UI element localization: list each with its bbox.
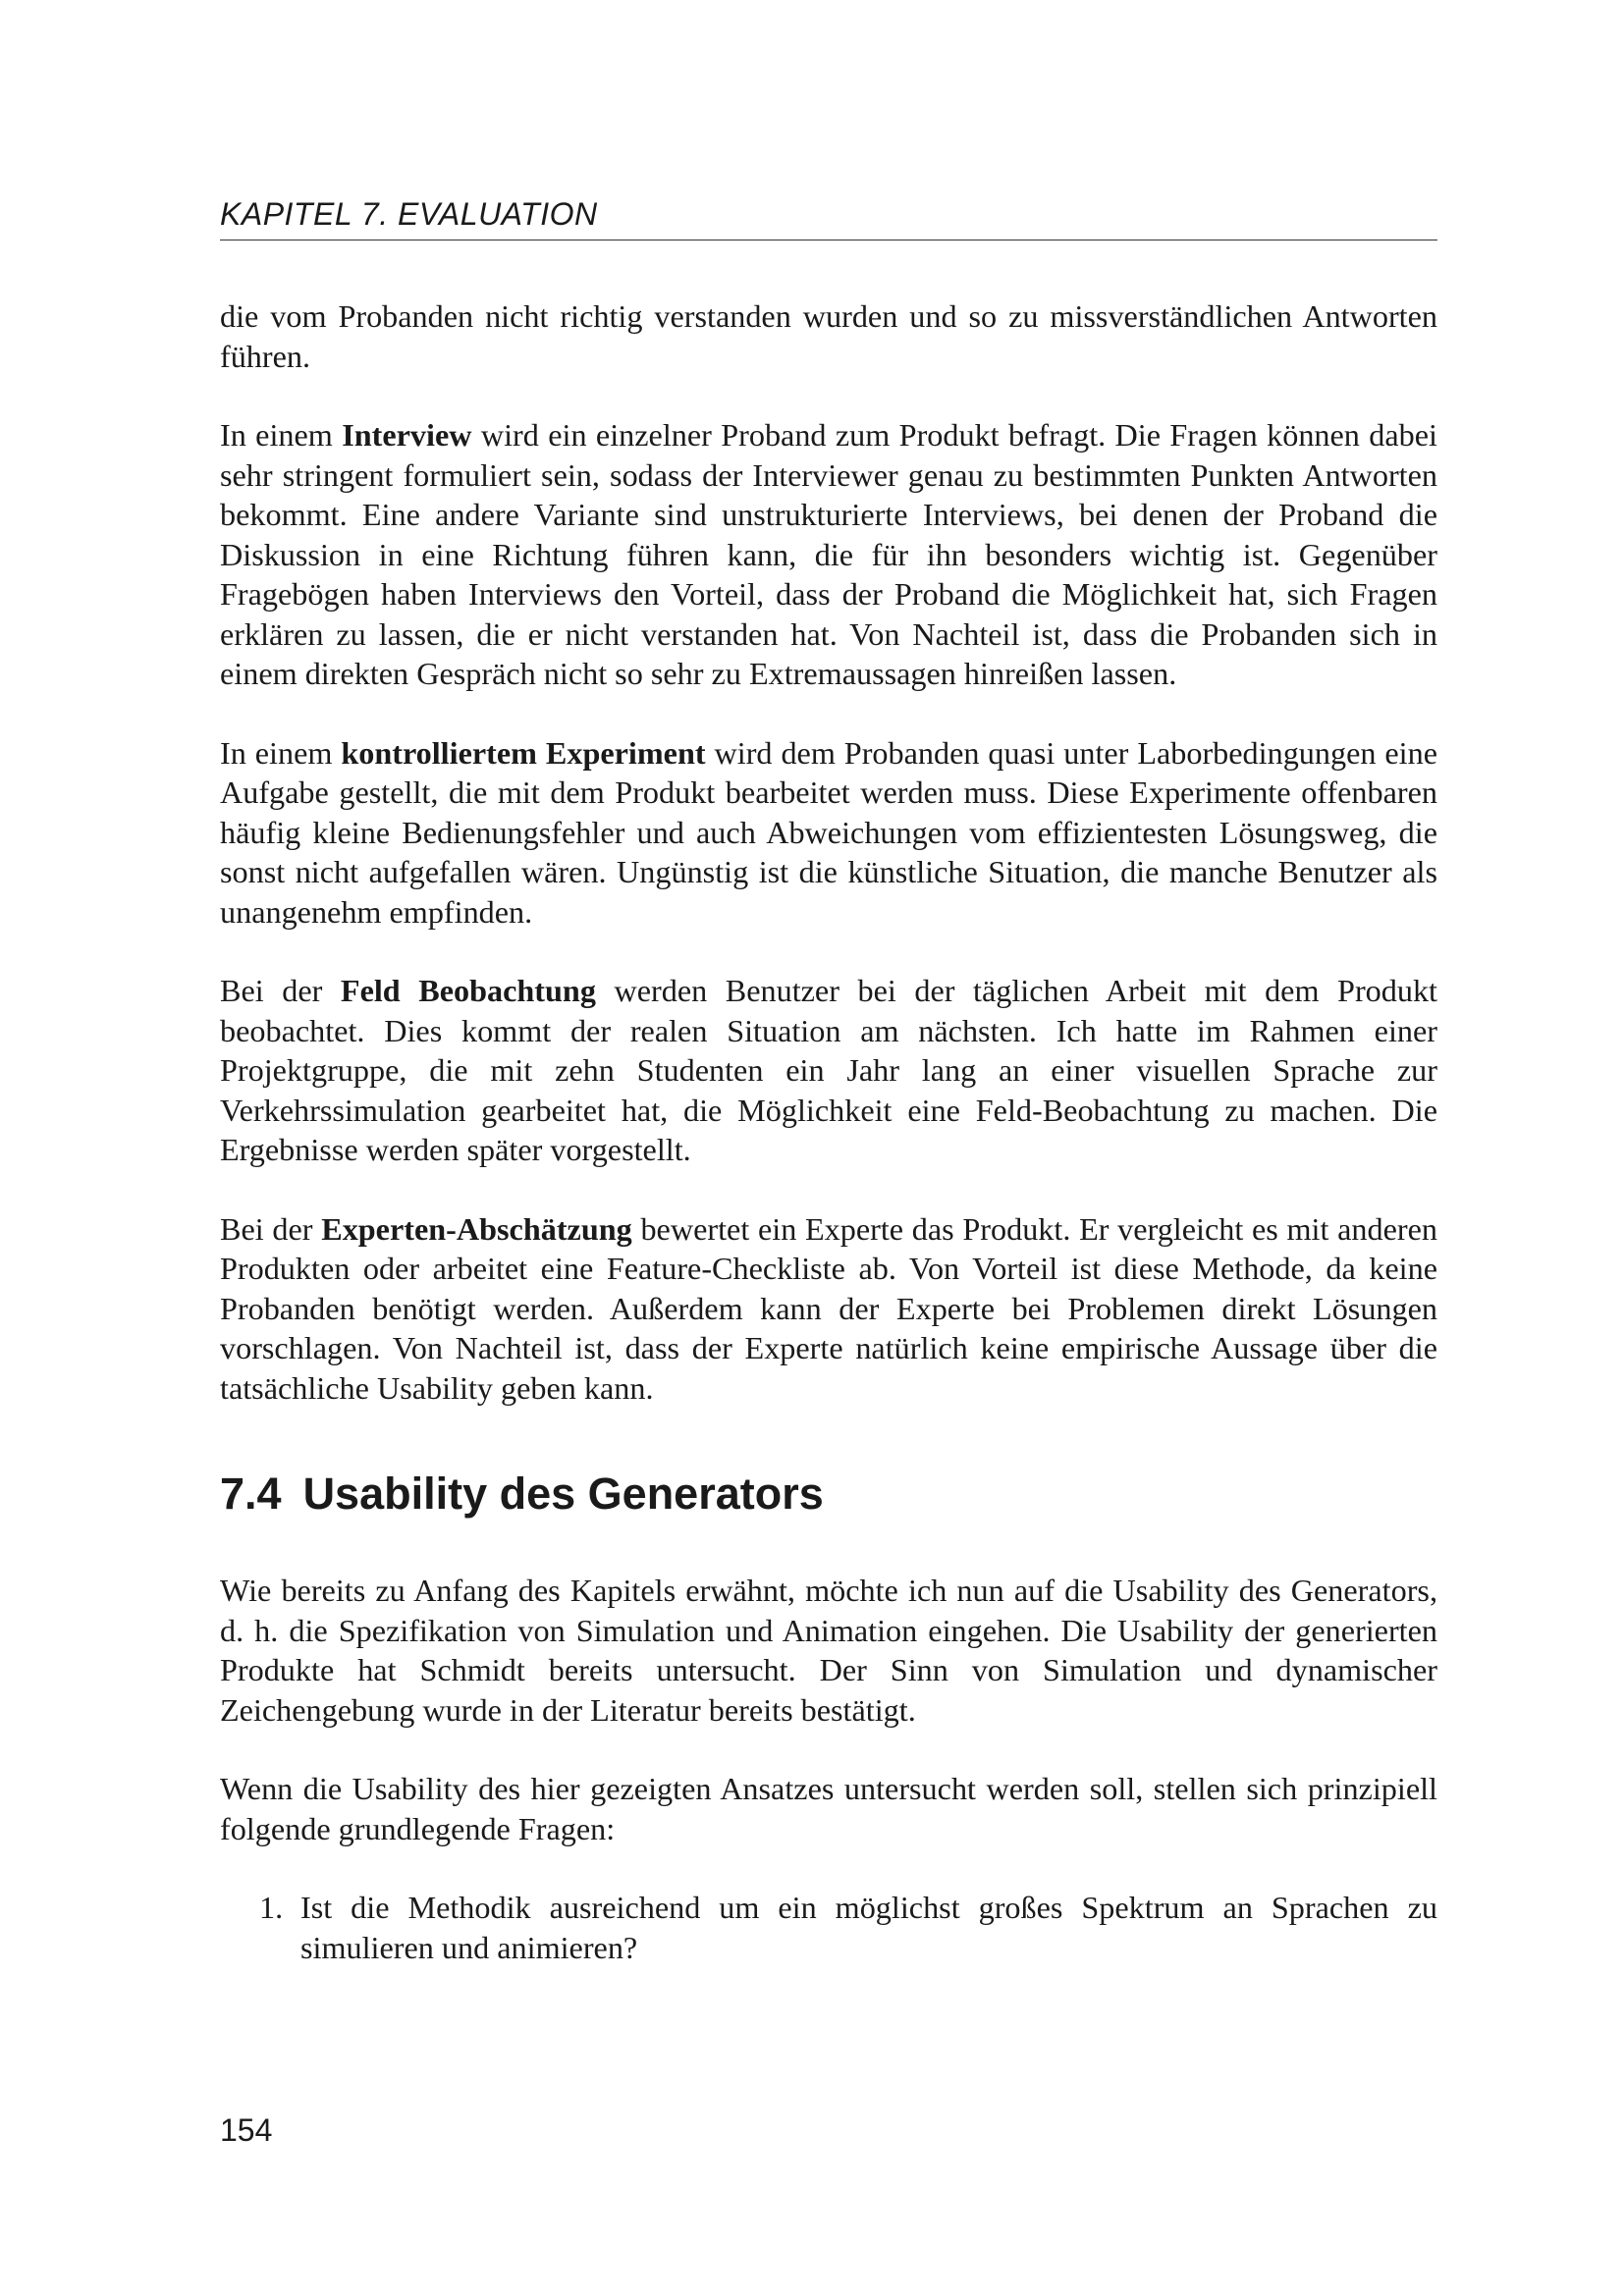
list-item-text: Ist die Methodik ausreichend um ein möglichst großes Spektrum an Sprachen zu simulieren und animieren?: [300, 1890, 1437, 1965]
paragraph-rest: wird dem Probanden quasi unter Laborbedingungen eine Aufgabe gestellt, die mit dem Produkt bearbeitet werden muss. Diese Experimente offenbaren häufig kleine Bedienungsfehler und auch Abweichungen vom effizientesten Lösungsweg, die sonst nicht aufgefallen wären. Ungünstig ist die künstliche Situation, die manche Benutzer als unangenehm empfinden.: [220, 734, 1437, 930]
section-heading: [220, 1467, 1437, 1522]
paragraph-lead: Bei der: [220, 1210, 322, 1247]
paragraph-lead: In einem: [220, 734, 342, 771]
paragraph-interview: [220, 415, 1437, 694]
paragraph-lead: In einem: [220, 417, 343, 453]
list-marker: 1.: [259, 1890, 284, 1925]
term-interview: Interview: [342, 417, 472, 453]
term-experiment: kontrolliertem Experiment: [341, 734, 706, 771]
paragraph-section-intro: Wie bereits zu Anfang des Kapitels erwähnt, möchte ich nun auf die Usability des Generators, d. h. die Spezifikation von Simulation und Animation eingehen. Die Usability der generierten Produkte hat Schmidt bereits untersucht. Der Sinn von Simulation und dynamischer Zeichengebung wurde in der Literatur bereits bestätigt.: [220, 1573, 1437, 1728]
term-field-observation: Feld Beobachtung: [340, 973, 596, 1008]
question-list: [220, 1888, 1437, 1967]
paragraph-lead: Bei der: [220, 973, 341, 1008]
term-expert-review: Experten-Abschätzung: [321, 1210, 632, 1247]
body-text: [220, 296, 1437, 1967]
paragraph-expert-review: [220, 1209, 1437, 1409]
paragraph-rest: wird ein einzelner Proband zum Produkt befragt. Die Fragen können dabei sehr stringent formuliert sein, sodass der Interviewer genau zu bestimmten Punkten Antworten bekommt. Eine andere Variante sind unstrukturierte Interviews, bei denen der Proband die Diskussion in eine Richtung führen kann, die für ihn besonders wichtig ist. Gegenüber Fragebögen haben Interviews den Vorteil, dass der Proband die Möglichkeit hat, sich Fragen erklären zu lassen, die er nicht verstanden hat. Von Nachteil ist, dass die Probanden sich in einem direkten Gespräch nicht so sehr zu Extremaussagen hinreißen lassen.: [220, 417, 1437, 691]
document-page: [220, 0, 1437, 2296]
paragraph-questions-intro: Wenn die Usability des hier gezeigten Ansatzes untersucht werden soll, stellen sich prinzipiell folgende grundlegende Fragen:: [220, 1771, 1437, 1846]
running-header: KAPITEL 7. EVALUATION: [220, 194, 1437, 240]
page-number: 154: [220, 2112, 273, 2148]
paragraph-field-observation: [220, 971, 1437, 1170]
paragraph-experiment: [220, 733, 1437, 933]
section-number: 7.4: [220, 1468, 282, 1519]
paragraph-continuation: die vom Probanden nicht richtig verstanden wurden und so zu missverständlichen Antworten führen.: [220, 298, 1437, 374]
paragraph-rest: werden Benutzer bei der täglichen Arbeit mit dem Produkt beobachtet. Dies kommt der realen Situation am nächsten. Ich hatte im Rahmen einer Projektgruppe, die mit zehn Studenten ein Jahr lang an einer visuellen Sprache zur Verkehrssimulation gearbeitet hat, die Möglichkeit eine Feld-Beobachtung zu machen. Die Ergebnisse werden später vorgestellt.: [220, 973, 1437, 1167]
section-title: Usability des Generators: [302, 1468, 824, 1519]
paragraph-rest: bewertet ein Experte das Produkt. Er vergleicht es mit anderen Produkten oder arbeitet eine Feature-Checkliste ab. Von Vorteil ist diese Methode, da keine Probanden benötigt werden. Außerdem kann der Experte bei Problemen direkt Lösungen vorschlagen. Von Nachteil ist, dass der Experte natürlich keine empirische Aussage über die tatsächliche Usability geben kann.: [220, 1210, 1437, 1406]
list-item: [220, 1888, 1437, 1967]
